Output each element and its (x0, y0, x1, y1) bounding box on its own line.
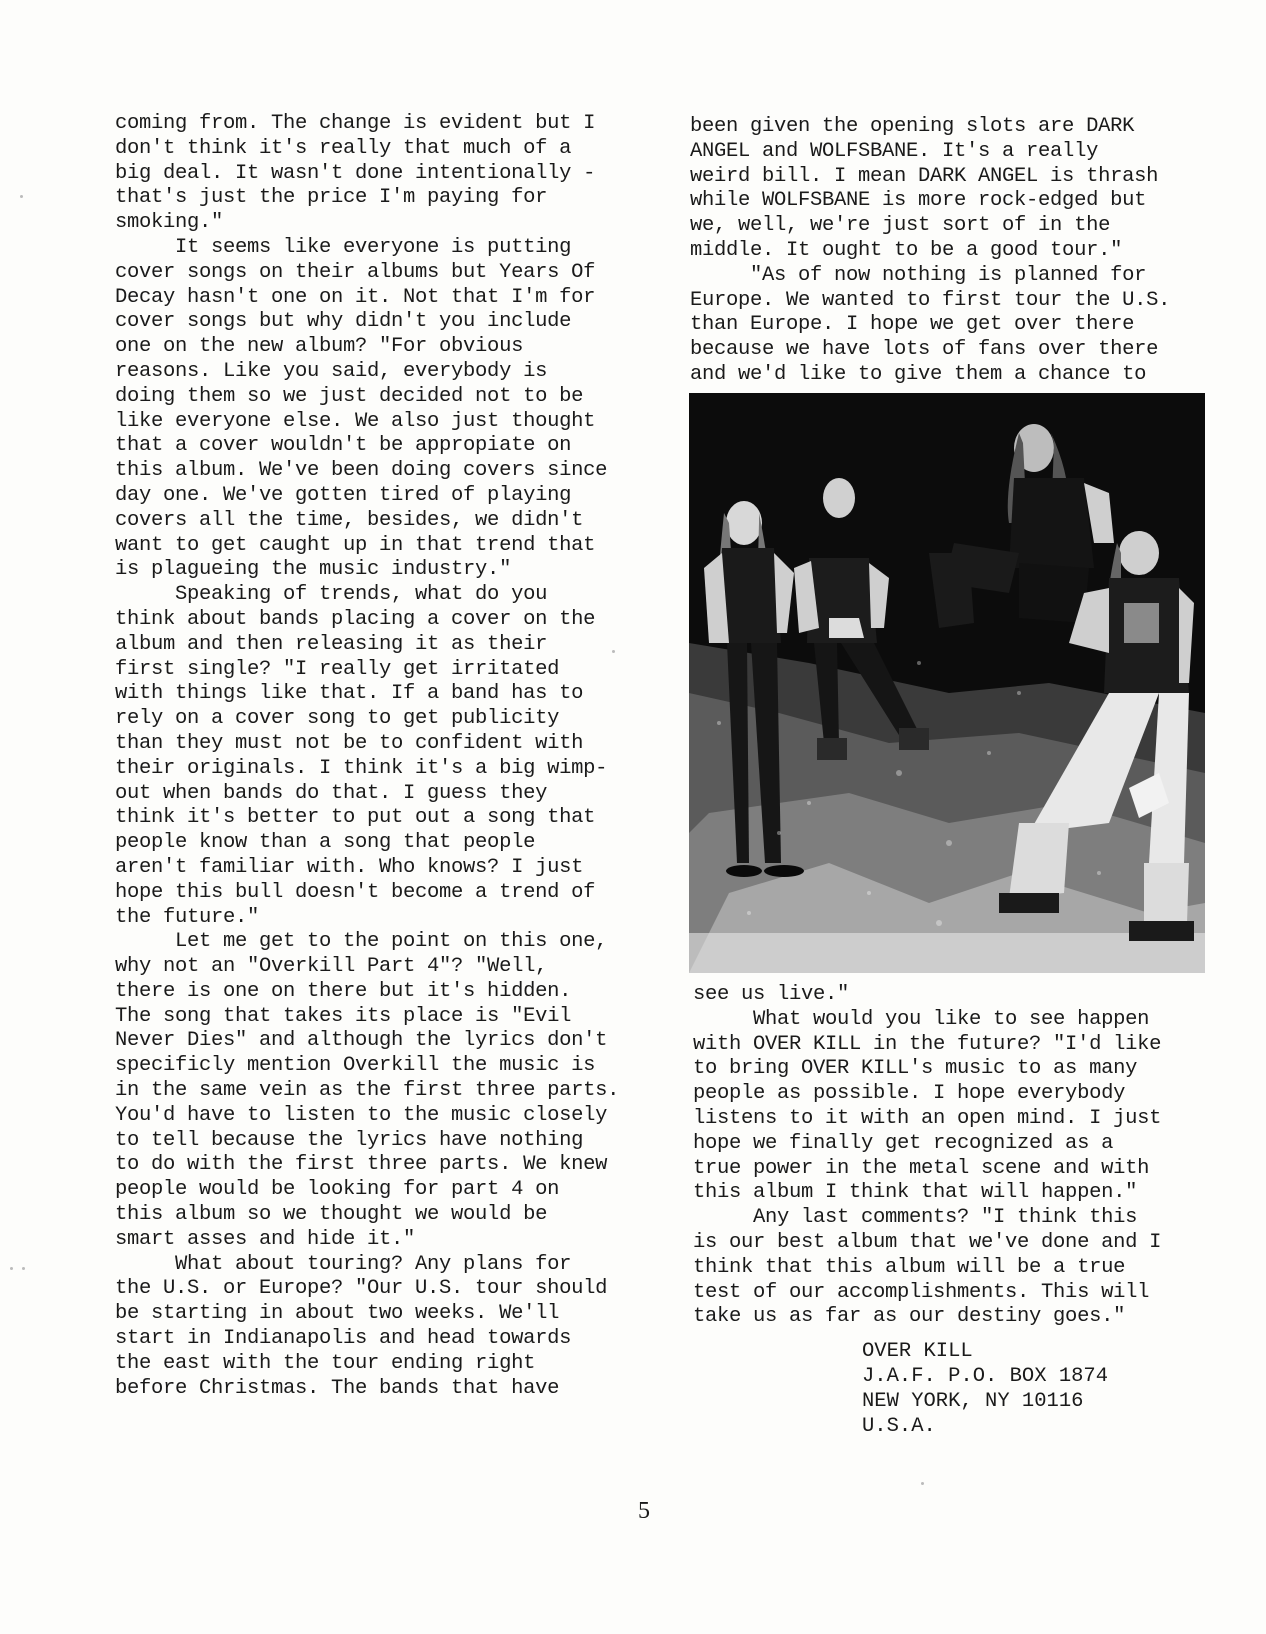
text-line: cover songs but why didn't you include (115, 310, 572, 334)
text-line: NEW YORK, NY 10116 (862, 1390, 1084, 1413)
text-line: people as possible. I hope everybody (693, 1082, 1126, 1106)
text-line: Never Dies" and although the lyrics don't (115, 1029, 608, 1053)
text-line: is our best album that we've done and I (693, 1230, 1162, 1254)
text-line: people know than a song that people (115, 831, 536, 855)
text-line: aren't familiar with. Who knows? I just (115, 855, 584, 879)
text-line: with things like that. If a band has to (115, 682, 584, 706)
text-line: covers all the time, besides, we didn't (115, 508, 584, 532)
text-line: What about touring? Any plans for (115, 1252, 572, 1276)
text-line: Speaking of trends, what do you (115, 583, 548, 607)
text-line: What would you like to see happen (693, 1007, 1150, 1031)
text-line: this album I think that will happen." (693, 1181, 1138, 1205)
speck (612, 650, 615, 653)
text-line: specificly mention Overkill the music is (115, 1054, 596, 1078)
text-line: the U.S. or Europe? "Our U.S. tour should (115, 1277, 608, 1301)
text-line: that's just the price I'm paying for (115, 186, 548, 210)
text-line: The song that takes its place is "Evil (115, 1004, 572, 1028)
text-line: Any last comments? "I think this (693, 1206, 1138, 1230)
text-line: we, well, we're just sort of in the (690, 214, 1111, 238)
text-line: to do with the first three parts. We knew (115, 1153, 608, 1177)
text-line: ANGEL and WOLFSBANE. It's a really (690, 139, 1099, 163)
text-line: reasons. Like you said, everybody is (115, 359, 548, 383)
text-line: day one. We've gotten tired of playing (115, 483, 572, 507)
text-line: want to get caught up in that trend that (115, 533, 596, 557)
text-line: to tell because the lyrics have nothing (115, 1128, 584, 1152)
text-line: one on the new album? "For obvious (115, 335, 524, 359)
text-line: think about bands placing a cover on the (115, 607, 596, 631)
text-line: J.A.F. P.O. BOX 1874 (862, 1365, 1109, 1388)
right-column-bottom-text (693, 983, 1213, 1330)
text-line: don't think it's really that much of a (115, 136, 572, 160)
speck (10, 1267, 13, 1270)
text-line: smart asses and hide it." (115, 1227, 416, 1251)
text-line: think that this album will be a true (693, 1255, 1126, 1279)
text-line: think it's better to put out a song that (115, 806, 596, 830)
speck (921, 1482, 924, 1485)
text-line: OVER KILL (862, 1340, 973, 1363)
speck (22, 1267, 25, 1270)
text-line: before Christmas. The bands that have (115, 1376, 560, 1400)
text-line: album and then releasing it as their (115, 632, 548, 656)
text-line: first single? "I really get irritated (115, 657, 560, 681)
text-line: coming from. The change is evident but I (115, 112, 596, 135)
text-line: You'd have to listen to the music closely (115, 1103, 608, 1127)
text-line: see us live." (693, 983, 850, 1006)
page-number: 5 (638, 1498, 650, 1524)
text-line: been given the opening slots are DARK (690, 115, 1135, 138)
text-line: than Europe. I hope we get over there (690, 313, 1135, 337)
text-line: true power in the metal scene and with (693, 1156, 1150, 1180)
band-photo (689, 393, 1205, 973)
speck (20, 195, 23, 198)
text-line: is plagueing the music industry." (115, 558, 512, 582)
text-line: while WOLFSBANE is more rock-edged but (690, 189, 1147, 213)
text-line: that a cover wouldn't be appropiate on (115, 434, 572, 458)
text-line: with OVER KILL in the future? "I'd like (693, 1032, 1162, 1056)
right-column-top-text (690, 115, 1210, 388)
text-line: like everyone else. We also just thought (115, 409, 596, 433)
text-line: and we'd like to give them a chance to (690, 362, 1147, 386)
left-column-text (115, 112, 645, 1401)
text-line: smoking." (115, 211, 224, 235)
text-line: hope we finally get recognized as a (693, 1131, 1114, 1155)
text-line: because we have lots of fans over there (690, 338, 1159, 362)
text-line: than they must not be to confident with (115, 731, 584, 755)
text-line: middle. It ought to be a good tour." (690, 238, 1123, 262)
text-line: test of our accomplishments. This will (693, 1280, 1150, 1304)
text-line: rely on a cover song to get publicity (115, 707, 560, 731)
text-line: their originals. I think it's a big wimp- (115, 756, 608, 780)
text-line: Decay hasn't one on it. Not that I'm for (115, 285, 596, 309)
text-line: this album. We've been doing covers since (115, 459, 608, 483)
text-line: listens to it with an open mind. I just (693, 1106, 1162, 1130)
text-line: hope this bull doesn't become a trend of (115, 880, 596, 904)
text-line: people would be looking for part 4 on (115, 1178, 560, 1202)
text-line: take us as far as our destiny goes." (693, 1305, 1126, 1329)
text-line: this album so we thought we would be (115, 1203, 548, 1227)
text-line: the future." (115, 905, 260, 929)
text-line: be starting in about two weeks. We'll (115, 1302, 560, 1326)
text-line: start in Indianapolis and head towards (115, 1327, 572, 1351)
text-line: why not an "Overkill Part 4"? "Well, (115, 955, 548, 979)
text-line: big deal. It wasn't done intentionally - (115, 161, 596, 185)
text-line: "As of now nothing is planned for (690, 263, 1147, 287)
text-line: Europe. We wanted to first tour the U.S. (690, 288, 1171, 312)
text-line: to bring OVER KILL's music to as many (693, 1057, 1138, 1081)
text-line: cover songs on their albums but Years Of (115, 260, 596, 284)
text-line: weird bill. I mean DARK ANGEL is thrash (690, 164, 1159, 188)
text-line: U.S.A. (862, 1415, 936, 1438)
text-line: the east with the tour ending right (115, 1351, 536, 1375)
text-line: in the same vein as the first three parts. (115, 1079, 620, 1103)
text-line: It seems like everyone is putting (115, 235, 572, 259)
mailing-address (862, 1339, 1108, 1439)
text-line: out when bands do that. I guess they (115, 781, 548, 805)
text-line: there is one on there but it's hidden. (115, 979, 572, 1003)
text-line: doing them so we just decided not to be (115, 384, 584, 408)
text-line: Let me get to the point on this one, (115, 930, 608, 954)
